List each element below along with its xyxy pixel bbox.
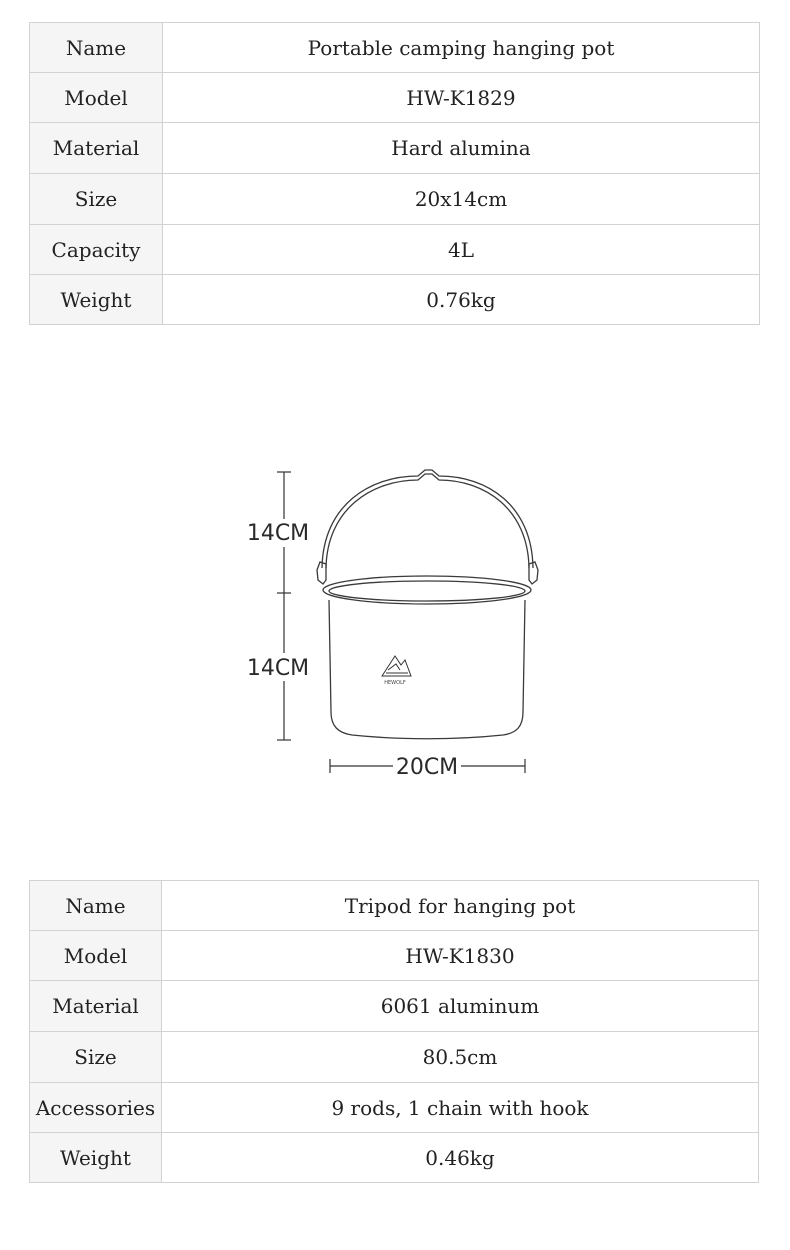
brand-logo-text: HEWOLF xyxy=(384,680,406,686)
spec-value: 80.5cm xyxy=(162,1032,759,1083)
body-height-label: 14CM xyxy=(246,656,310,681)
spec-label: Name xyxy=(30,23,163,73)
width-label: 20CM xyxy=(395,755,459,780)
spec-value: HW-K1830 xyxy=(162,931,759,981)
spec-row-name xyxy=(30,881,759,931)
spec-value: 6061 aluminum xyxy=(162,981,759,1032)
spec-label: Capacity xyxy=(30,225,163,275)
brand-logo-icon xyxy=(382,656,411,676)
spec-value: HW-K1829 xyxy=(163,73,760,123)
spec-label: Name xyxy=(30,881,162,931)
spec-row-material xyxy=(30,981,759,1032)
spec-value: Portable camping hanging pot xyxy=(163,23,760,73)
spec-value: 4L xyxy=(163,225,760,275)
handle-height-label: 14CM xyxy=(246,521,310,546)
spec-row-size xyxy=(30,1032,759,1083)
spec-label: Model xyxy=(30,931,162,981)
spec-value: 0.76kg xyxy=(163,275,760,325)
tripod-spec-table xyxy=(29,880,759,1183)
spec-label: Material xyxy=(30,981,162,1032)
spec-label: Weight xyxy=(30,275,163,325)
spec-value: Tripod for hanging pot xyxy=(162,881,759,931)
spec-label: Size xyxy=(30,174,163,225)
spec-row-weight xyxy=(30,1133,759,1183)
spec-row-accessories xyxy=(30,1083,759,1133)
spec-label: Material xyxy=(30,123,163,174)
spec-label: Weight xyxy=(30,1133,162,1183)
spec-label: Model xyxy=(30,73,163,123)
spec-value: 9 rods, 1 chain with hook xyxy=(162,1083,759,1133)
spec-label: Accessories xyxy=(30,1083,162,1133)
height-dimension-line xyxy=(277,472,291,740)
spec-value: 20x14cm xyxy=(163,174,760,225)
spec-value: 0.46kg xyxy=(162,1133,759,1183)
spec-value: Hard alumina xyxy=(163,123,760,174)
hanging-pot-illustration xyxy=(317,470,538,739)
spec-label: Size xyxy=(30,1032,162,1083)
spec-row-model xyxy=(30,931,759,981)
